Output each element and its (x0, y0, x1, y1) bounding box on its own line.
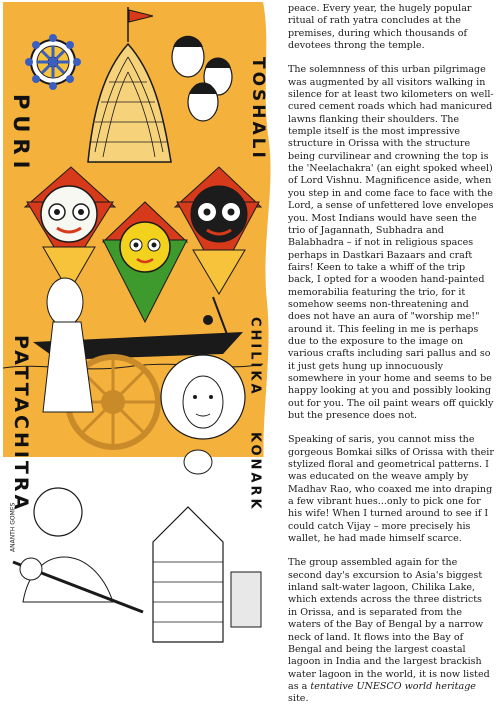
label-pattachitra: PATTACHITRA (10, 335, 32, 513)
paragraph-temple: The solemnness of this urban pilgrimage was augmented by all visitors walking in silence for at least two kilometers on well-cured cement roads which had manicured lawns flanking their shoulders. The temple itself is the most impressive structure in Orissa with the structure being curvilinear and crowning the top is the 'Neelachakra' (an eight spoked wheel) of Lord Vishnu. Magnificence aside, when you step in and come face to face with the Lord, a sense of unfettered love envelopes you. Most Indians would have seen the trio of Jagannath, Subhadra and Balabhadra – if not in religious spaces perhaps in Dastkari Bazaars and craft fairs! Keen to take a whiff of the trip back, I opted for a wooden hand-painted memorabilia featuring the trio, for it somehow seems non-threatening and does not have an aura of "worship me!" around it. This feeling in me is perhaps due to the exposure to the image on various crafts including sari pallus and so it just gets hung up innocuously somewhere in your home and seems to be happy looking at you and possibly looking out for you. The oil paint wears off quickly but the presence does not. (288, 64, 494, 421)
paragraph-rath-yatra: peace. Every year, the hugely popular ritual of rath yatra concludes at the premises, during which thousands of devotees throng the temple. (288, 3, 472, 52)
label-konark: KONARK (247, 432, 263, 512)
label-toshali: TOSHALI (248, 57, 268, 161)
illustration-panel (3, 2, 275, 655)
article-text-column (288, 3, 494, 718)
artist-signature: ANANTH GOMES (9, 502, 17, 552)
chilika-text: The group assembled again for the second day's excursion to Asia's biggest inland salt-water lagoon, Chilika Lake, which extends across the three districts in Orissa, and is separated from the waters of the Bay of Bengal by a narrow neck of land. It flows into the Bay of Bengal and being the largest coastal lagoon in India and the largest brackish water lagoon in the world, it is now listed as a (288, 557, 490, 692)
label-puri: PURI (9, 94, 33, 175)
paragraph-chilika (288, 557, 494, 705)
chakra-wheel-icon (25, 34, 81, 90)
unesco-italic-text: tentative UNESCO world heritage (310, 680, 476, 692)
chilika-text-end: site. (288, 693, 309, 705)
label-chilika: CHILIKA (247, 317, 263, 397)
paragraph-saris: Speaking of saris, you cannot miss the gorgeous Bomkai silks of Orissa with their stylized floral and geometrical patterns. I was educated on the weave amply by Madhav Rao, who coaxed me into draping a few vibrant hues...only to pick one for his wife! When I turned around to see if I could catch Vijay – more precisely his wallet, he had made himself scarce. (288, 434, 494, 545)
